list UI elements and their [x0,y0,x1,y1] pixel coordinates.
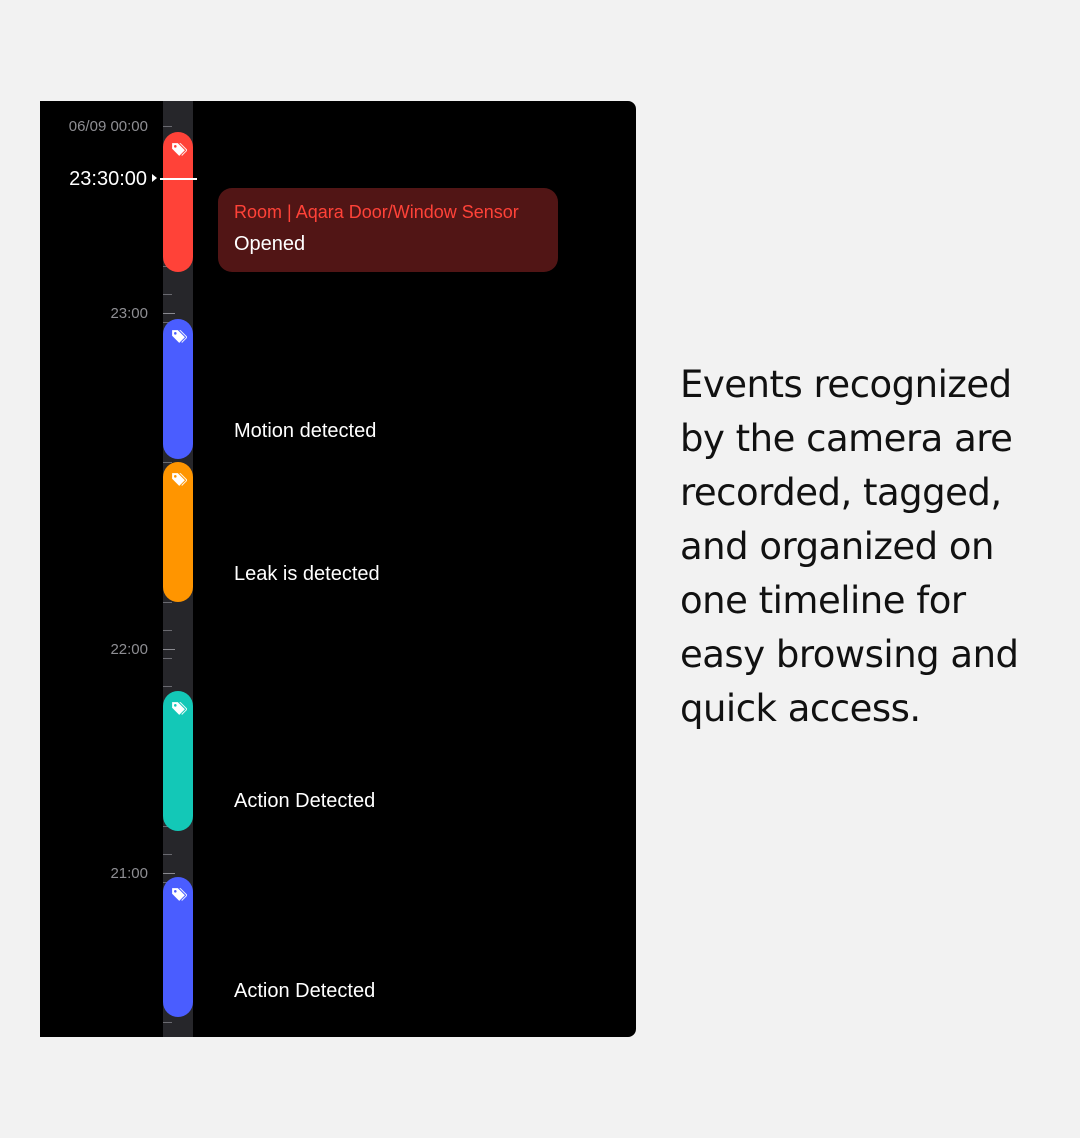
timeline-date-label: 06/09 00:00 [68,118,148,135]
timeline-hour-tick [163,313,175,314]
event-label-leak[interactable]: Leak is detected [234,563,380,585]
tag-icon [170,471,187,488]
timeline-tick [163,686,172,687]
event-pill-leak[interactable] [163,462,193,602]
event-card-door-sensor[interactable] [218,188,558,272]
hour-label-22: 22:00 [110,641,148,658]
timeline-tick [163,854,172,855]
tag-icon [170,700,187,717]
playhead-line[interactable] [160,178,197,180]
timeline-hour-tick [163,873,175,874]
feature-caption: Events recognized by the camera are recorded, tagged, and organized on one timeline for easy browsing and quick access. [680,363,1019,730]
timeline-tick [163,630,172,631]
tag-icon [170,328,187,345]
hour-label-21: 21:00 [110,865,148,882]
event-label-motion[interactable]: Motion detected [234,420,377,442]
event-card-title: Room | Aqara Door/Window Sensor [234,202,519,222]
timeline-tick [163,602,172,603]
event-card-status: Opened [234,233,306,255]
event-label-action-2[interactable]: Action Detected [234,980,376,1002]
timeline-tick [163,1022,172,1023]
tag-icon [170,141,187,158]
playhead-time: 23:30:00 [69,168,147,190]
hour-label-23: 23:00 [110,305,148,322]
timeline-tick [163,126,172,127]
event-pill-door-sensor[interactable] [163,132,193,272]
playhead-arrow-icon [152,174,157,182]
timeline-tick [163,658,172,659]
event-label-action-1[interactable]: Action Detected [234,790,376,812]
event-pill-motion[interactable] [163,319,193,459]
camera-timeline-screen [40,101,636,1037]
timeline-tick [163,294,172,295]
tag-icon [170,886,187,903]
event-pill-action-1[interactable] [163,691,193,831]
timeline-hour-tick [163,649,175,650]
event-pill-action-2[interactable] [163,877,193,1017]
